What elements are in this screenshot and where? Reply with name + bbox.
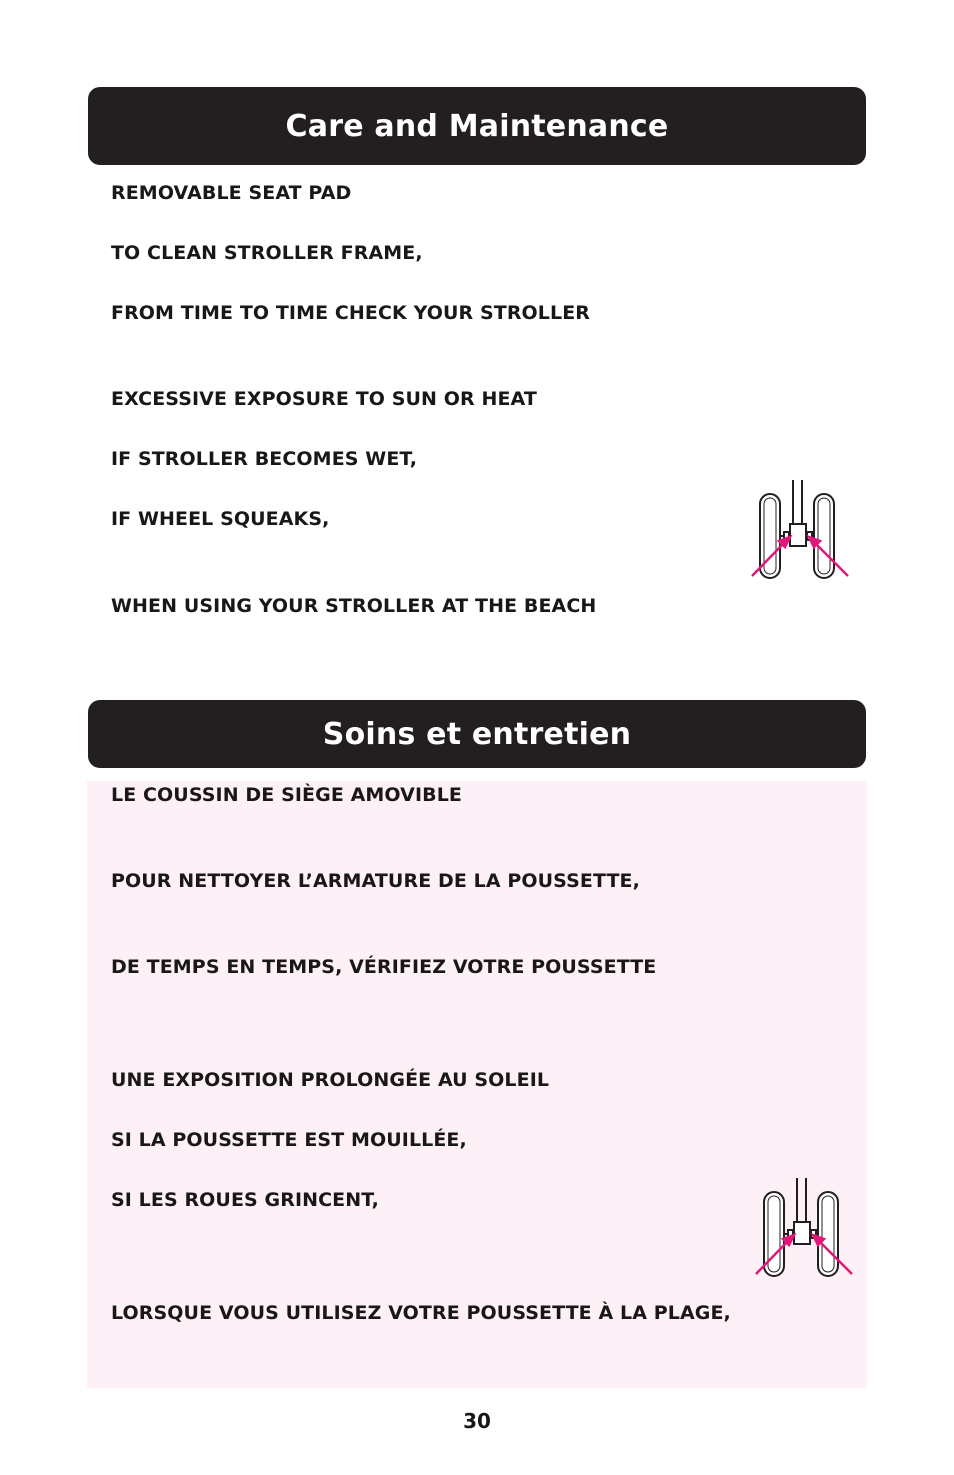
item-poussette-mouillee: SI LA POUSSETTE EST MOUILLÉE, bbox=[111, 1129, 467, 1151]
item-roues-grincent: SI LES ROUES GRINCENT, bbox=[111, 1189, 379, 1211]
item-removable-seat-pad: REMOVABLE SEAT PAD bbox=[111, 182, 352, 204]
item-check-stroller: FROM TIME TO TIME CHECK YOUR STROLLER bbox=[111, 302, 591, 324]
item-coussin-siege: LE COUSSIN DE SIÈGE AMOVIBLE bbox=[111, 784, 463, 806]
section-title-french: Soins et entretien bbox=[322, 716, 632, 752]
item-beach: WHEN USING YOUR STROLLER AT THE BEACH bbox=[111, 595, 597, 617]
page-number: 30 bbox=[463, 1409, 491, 1433]
stroller-wheel-lubrication-icon bbox=[748, 478, 852, 582]
item-verifiez-poussette: DE TEMPS EN TEMPS, VÉRIFIEZ VOTRE POUSSETTE bbox=[111, 956, 657, 978]
item-plage: LORSQUE VOUS UTILISEZ VOTRE POUSSETTE À LA PLAGE, bbox=[111, 1302, 731, 1324]
item-wheel-squeaks: IF WHEEL SQUEAKS, bbox=[111, 508, 330, 530]
section-title-english: Care and Maintenance bbox=[285, 108, 669, 144]
item-nettoyer-armature: POUR NETTOYER L’ARMATURE DE LA POUSSETTE, bbox=[111, 870, 640, 892]
item-clean-frame: TO CLEAN STROLLER FRAME, bbox=[111, 242, 423, 264]
section-header-english bbox=[88, 87, 866, 165]
section-header-french bbox=[88, 700, 866, 768]
item-stroller-wet: IF STROLLER BECOMES WET, bbox=[111, 448, 418, 470]
item-sun-heat: EXCESSIVE EXPOSURE TO SUN OR HEAT bbox=[111, 388, 537, 410]
item-exposition-soleil: UNE EXPOSITION PROLONGÉE AU SOLEIL bbox=[111, 1069, 550, 1091]
stroller-wheel-lubrication-icon-french bbox=[752, 1176, 856, 1280]
